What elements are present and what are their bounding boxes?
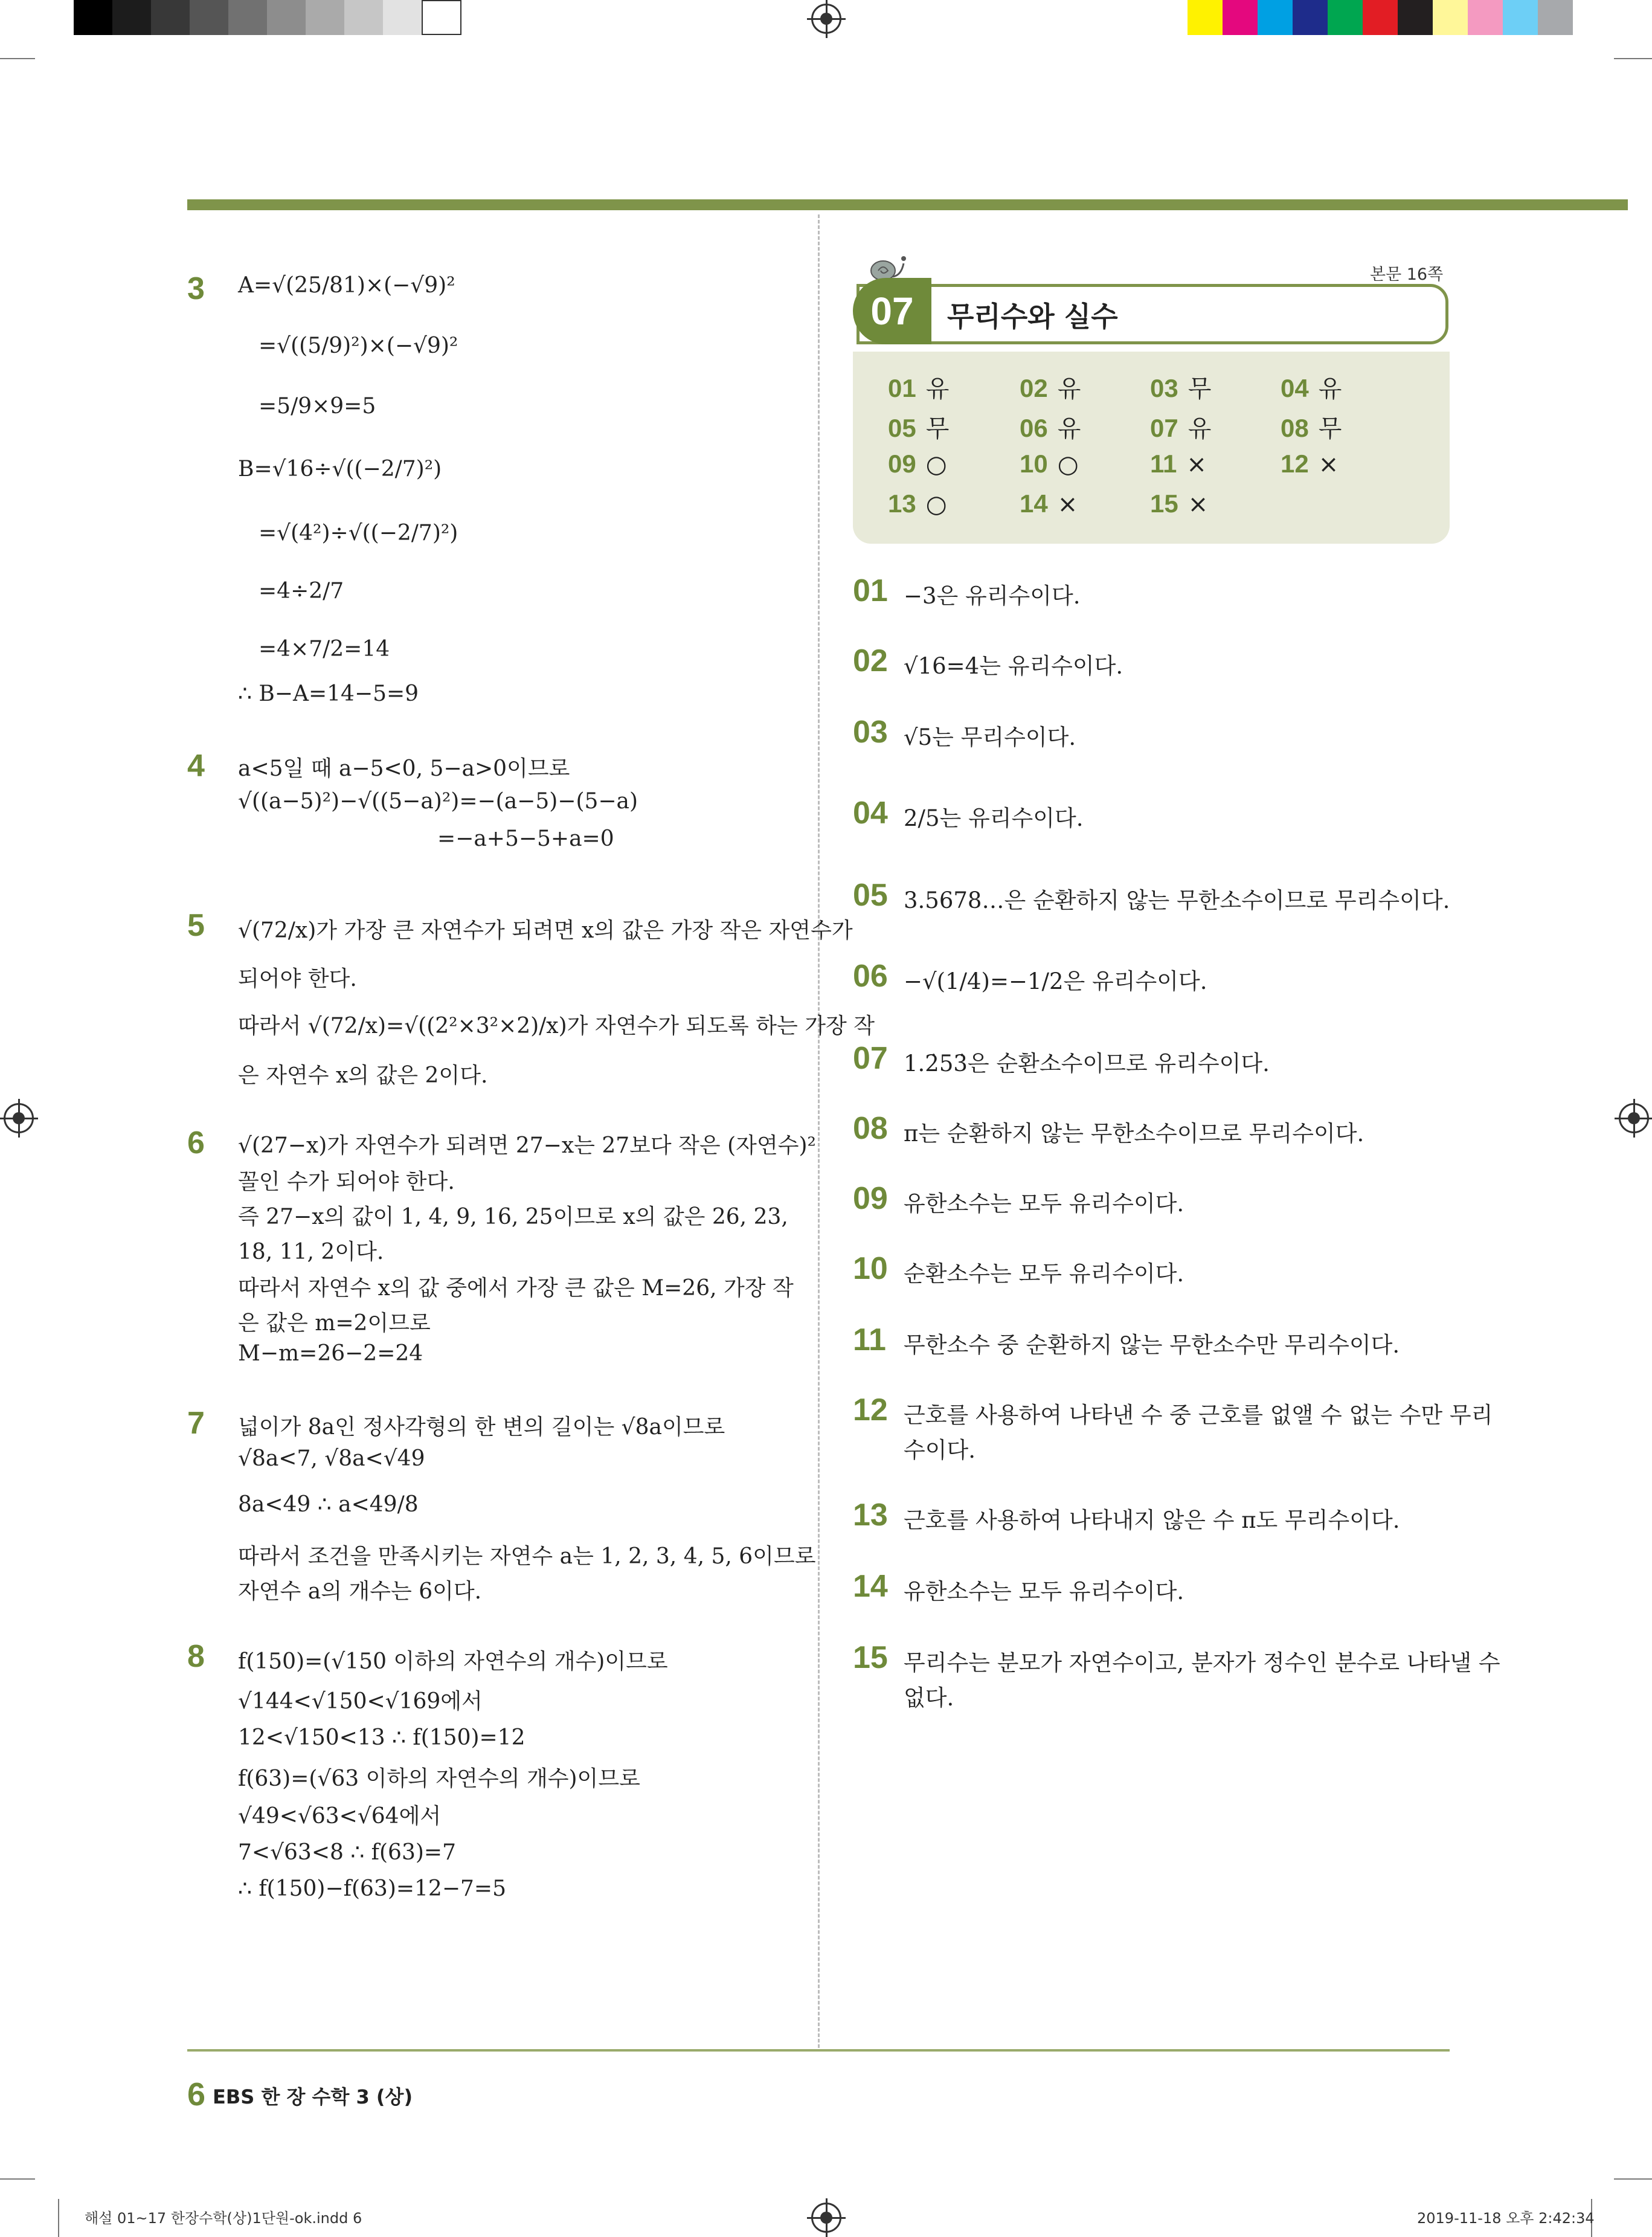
answer-item: 14 ×: [1020, 489, 1078, 518]
solution-line: M−m=26−2=24: [238, 1341, 423, 1366]
explanation-text: 근호를 사용하여 나타내지 않은 수 π도 무리수이다.: [904, 1507, 1400, 1533]
problem-number: 8: [187, 1639, 205, 1674]
color-swatch: [1223, 0, 1258, 35]
solution-line: A=√(25/81)×(−√9)²: [238, 273, 455, 298]
answer-item: 15 ×: [1150, 489, 1209, 518]
gray-swatch: [228, 0, 267, 35]
explanation-number: 15: [853, 1640, 888, 1675]
explanation-number: 01: [853, 573, 888, 608]
explanation-number: 02: [853, 643, 888, 678]
explanation-number: 06: [853, 959, 888, 994]
color-swatch: [1503, 0, 1538, 35]
explanation-number: 07: [853, 1041, 888, 1076]
answer-item: 03 무: [1150, 374, 1212, 403]
slug-datetime: 2019-11-18 오후 2:42:34: [1417, 2210, 1595, 2227]
gray-swatch: [422, 0, 461, 35]
explanation-number: 08: [853, 1111, 888, 1146]
solution-line: B=√16÷√((−2/7)²): [238, 457, 442, 481]
crop-mark: [0, 58, 35, 59]
gray-swatch: [267, 0, 306, 35]
explanation-text: 근호를 사용하여 나타낸 수 중 근호를 없앨 수 없는 수만 무리: [904, 1402, 1493, 1428]
solution-line: 자연수 a의 개수는 6이다.: [238, 1579, 482, 1604]
answer-item: 11 ×: [1150, 449, 1207, 478]
footer-page-number: 6: [187, 2076, 206, 2113]
column-divider: [818, 214, 820, 2048]
footer-book-title: EBS 한 장 수학 3 (상): [213, 2085, 413, 2108]
solution-line: 꼴인 수가 되어야 한다.: [238, 1170, 455, 1194]
explanation-number: 13: [853, 1498, 888, 1533]
gray-swatch: [344, 0, 383, 35]
answer-item: 13 ○: [888, 489, 947, 518]
solution-line: √(72/x)가 가장 큰 자연수가 되려면 x의 값은 가장 작은 자연수가: [238, 918, 853, 943]
solution-line: √49<√63<√64에서: [238, 1804, 442, 1829]
problem-number: 3: [187, 271, 205, 306]
solution-line: f(63)=(√63 이하의 자연수의 개수)이므로: [238, 1766, 640, 1791]
explanation-text: √5는 무리수이다.: [904, 724, 1076, 750]
footer-rule: [187, 2049, 1450, 2052]
solution-line: =√((5/9)²)×(−√9)²: [259, 333, 458, 358]
explanation-text: 유한소수는 모두 유리수이다.: [904, 1579, 1184, 1605]
explanation-text: −3은 유리수이다.: [904, 583, 1081, 609]
crop-mark: [1614, 2178, 1652, 2180]
solution-line: f(150)=(√150 이하의 자연수의 개수)이므로: [238, 1649, 668, 1674]
gray-swatch: [190, 0, 228, 35]
answer-item: 10 ○: [1020, 449, 1079, 478]
solution-line: 8a<49 ∴ a<49/8: [238, 1492, 419, 1517]
problem-number: 6: [187, 1125, 205, 1160]
solution-line: 되어야 한다.: [238, 967, 357, 991]
gray-swatch-strip: [74, 0, 464, 35]
section-title: 무리수와 실수: [947, 300, 1118, 333]
solution-line: √(27−x)가 자연수가 되려면 27−x는 27보다 작은 (자연수)²: [238, 1133, 816, 1158]
explanation-number: 10: [853, 1251, 888, 1286]
color-swatch: [1398, 0, 1433, 35]
explanation-number: 11: [853, 1322, 886, 1357]
solution-line: 18, 11, 2이다.: [238, 1240, 384, 1264]
solution-line: =4×7/2=14: [259, 637, 390, 661]
explanation-text: √16=4는 유리수이다.: [904, 653, 1123, 679]
solution-line: 은 자연수 x의 값은 2이다.: [238, 1063, 488, 1088]
crop-mark: [58, 2199, 59, 2237]
solution-line: √8a<7, √8a<√49: [238, 1446, 425, 1471]
solution-line: ∴ B−A=14−5=9: [238, 681, 419, 706]
answer-item: 05 무: [888, 414, 950, 443]
color-swatch: [1538, 0, 1573, 35]
solution-line: 따라서 √(72/x)=√((2²×3²×2)/x)가 자연수가 되도록 하는 가장 작: [238, 1014, 875, 1038]
solution-line: ∴ f(150)−f(63)=12−7=5: [238, 1876, 506, 1901]
explanation-text: 없다.: [904, 1685, 954, 1711]
gray-swatch: [383, 0, 422, 35]
section-number-badge: 07: [853, 278, 931, 344]
explanation-number: 12: [853, 1392, 888, 1427]
answer-item: 04 유: [1281, 374, 1342, 403]
color-swatch: [1293, 0, 1328, 35]
header-bar: [187, 199, 1628, 210]
color-swatch: [1468, 0, 1503, 35]
explanation-number: 03: [853, 715, 888, 750]
answer-item: 06 유: [1020, 414, 1081, 443]
explanation-text: 3.5678…은 순환하지 않는 무한소수이므로 무리수이다.: [904, 887, 1450, 913]
solution-line: =5/9×9=5: [259, 394, 376, 419]
color-swatch-strip: [1188, 0, 1578, 35]
answer-item: 09 ○: [888, 449, 947, 478]
solution-line: 넓이가 8a인 정사각형의 한 변의 길이는 √8a이므로: [238, 1415, 725, 1440]
solution-line: a<5일 때 a−5<0, 5−a>0이므로: [238, 756, 570, 781]
explanation-text: 유한소수는 모두 유리수이다.: [904, 1191, 1184, 1217]
explanation-number: 05: [853, 878, 888, 913]
solution-line: 따라서 자연수 x의 값 중에서 가장 큰 값은 M=26, 가장 작: [238, 1276, 794, 1301]
gray-swatch: [74, 0, 112, 35]
solution-line: √144<√150<√169에서: [238, 1689, 483, 1714]
color-swatch: [1363, 0, 1398, 35]
explanation-text: π는 순환하지 않는 무한소수이므로 무리수이다.: [904, 1121, 1364, 1147]
explanation-text: −√(1/4)=−1/2은 유리수이다.: [904, 968, 1207, 994]
solution-line: 12<√150<13 ∴ f(150)=12: [238, 1725, 525, 1750]
gray-swatch: [306, 0, 344, 35]
explanation-text: 2/5는 유리수이다.: [904, 805, 1084, 831]
answer-item: 12 ×: [1281, 449, 1339, 478]
explanation-text: 무한소수 중 순환하지 않는 무한소수만 무리수이다.: [904, 1332, 1400, 1358]
registration-mark-top: [811, 4, 841, 34]
problem-number: 5: [187, 908, 205, 943]
answer-item: 07 유: [1150, 414, 1212, 443]
solution-line: 7<√63<8 ∴ f(63)=7: [238, 1840, 456, 1865]
explanation-text: 1.2̇53̇은 순환소수이므로 유리수이다.: [904, 1051, 1270, 1077]
explanation-number: 09: [853, 1181, 888, 1216]
color-swatch: [1433, 0, 1468, 35]
crop-mark: [1614, 58, 1652, 59]
answer-item: 08 무: [1281, 414, 1342, 443]
answer-item: 02 유: [1020, 374, 1081, 403]
color-swatch: [1328, 0, 1363, 35]
explanation-number: 14: [853, 1569, 888, 1604]
explanation-text: 수이다.: [904, 1437, 975, 1463]
gray-swatch: [151, 0, 190, 35]
gray-swatch: [112, 0, 151, 35]
problem-number: 7: [187, 1406, 205, 1441]
solution-line: 따라서 조건을 만족시키는 자연수 a는 1, 2, 3, 4, 5, 6이므로: [238, 1544, 816, 1569]
explanation-text: 순환소수는 모두 유리수이다.: [904, 1261, 1184, 1287]
color-swatch: [1188, 0, 1223, 35]
registration-mark-right: [1619, 1103, 1649, 1133]
explanation-number: 04: [853, 796, 888, 831]
solution-line: =4÷2/7: [259, 579, 344, 604]
solution-line: 즉 27−x의 값이 1, 4, 9, 16, 25이므로 x의 값은 26, 23,: [238, 1205, 788, 1229]
registration-mark-bottom: [811, 2203, 841, 2233]
explanation-text: 무리수는 분모가 자연수이고, 분자가 정수인 분수로 나타낼 수: [904, 1650, 1500, 1676]
solution-line: 은 값은 m=2이므로: [238, 1311, 431, 1336]
solution-line: =−a+5−5+a=0: [437, 826, 614, 851]
color-swatch: [1258, 0, 1293, 35]
answer-item: 01 유: [888, 374, 950, 403]
slug-filename: 해설 01~17 한장수학(상)1단원-ok.indd 6: [85, 2210, 362, 2227]
crop-mark: [0, 2178, 35, 2180]
section-header-box: [857, 284, 1448, 344]
solution-line: =√(4²)÷√((−2/7)²): [259, 521, 458, 546]
problem-number: 4: [187, 748, 205, 784]
page-reference: 본문 16쪽: [1370, 265, 1444, 284]
solution-line: √((a−5)²)−√((5−a)²)=−(a−5)−(5−a): [238, 789, 638, 814]
registration-mark-left: [4, 1103, 34, 1133]
